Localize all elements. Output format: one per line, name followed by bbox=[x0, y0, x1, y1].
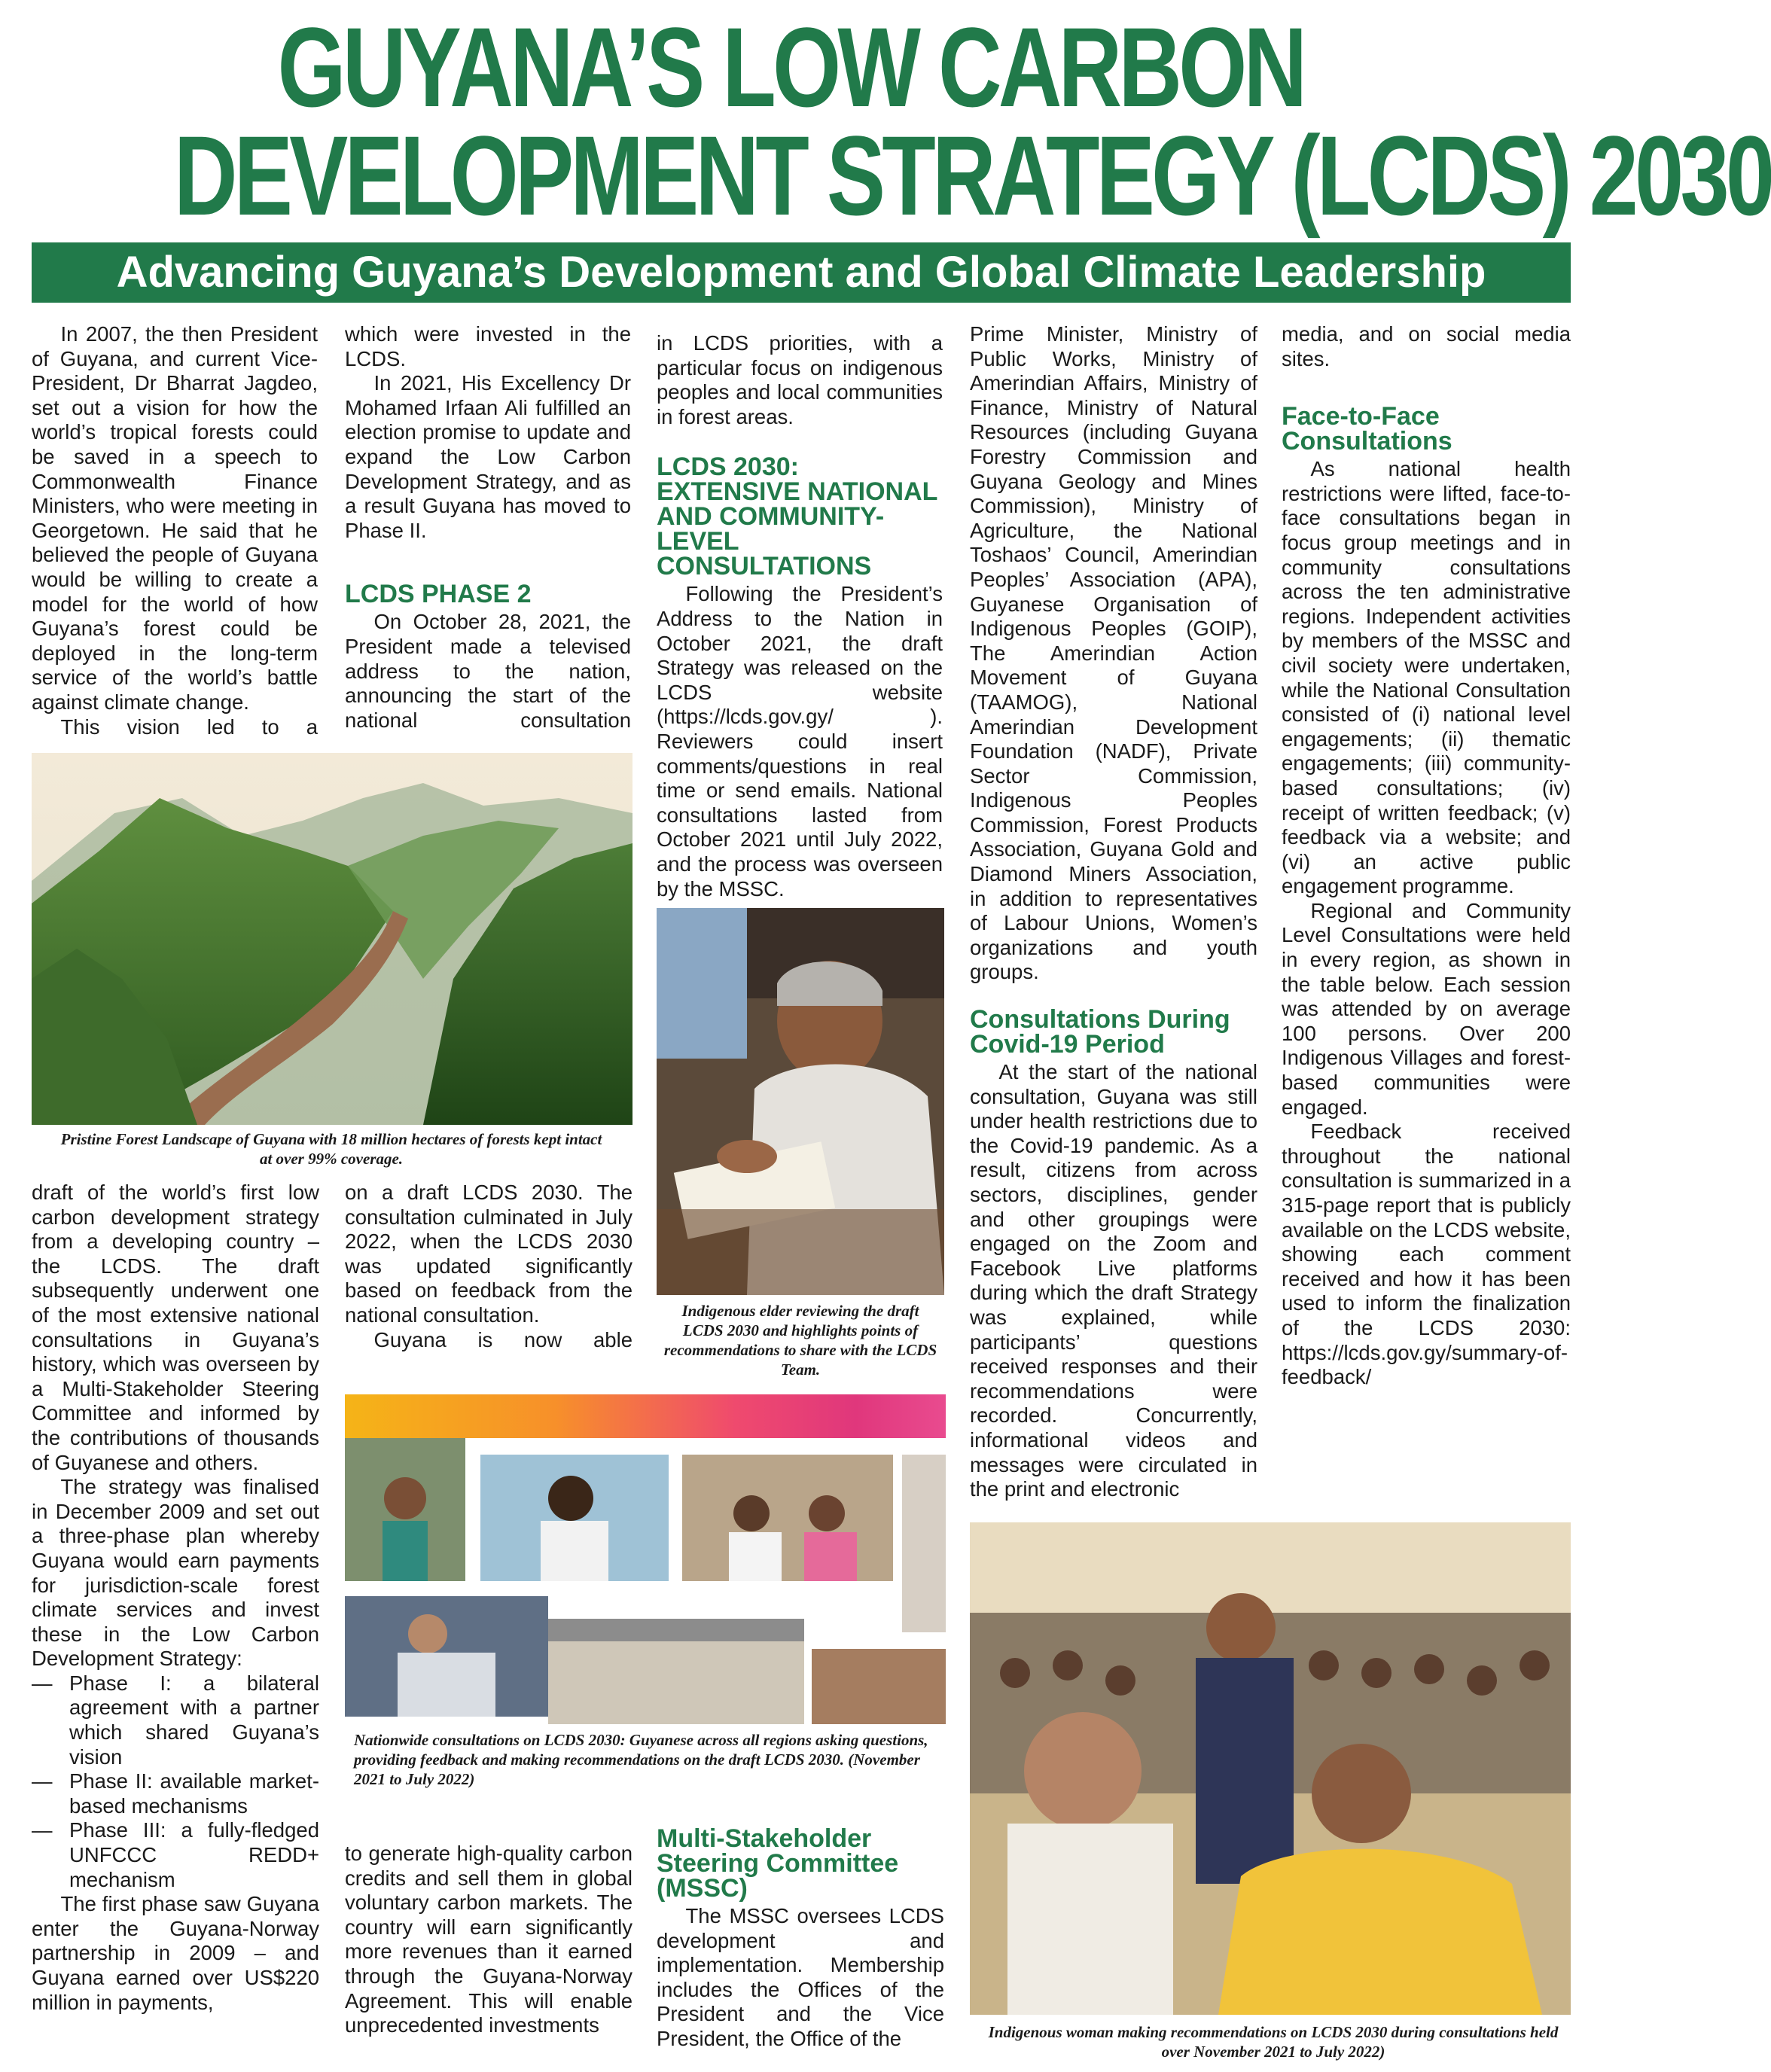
list-item: — Phase III: a fully-fledged UNFCCC REDD+ mechanism bbox=[32, 1818, 319, 1891]
headline-line-2: DEVELOPMENT STRATEGY (LCDS) 2030 bbox=[174, 112, 1771, 239]
forest-illustration bbox=[32, 753, 632, 1125]
column-2-bottom bbox=[345, 1842, 632, 2067]
phase-list bbox=[32, 1671, 319, 1892]
indigenous-woman-photo bbox=[970, 1522, 1571, 2015]
forest-landscape-photo bbox=[32, 753, 632, 1125]
paragraph: to generate high-quality carbon credits and sell them in global voluntary carbon markets. The country will earn significantly more revenues than it earned through the Guyana-Norway Agreement. This will enable unprecedented investments bbox=[345, 1842, 632, 2037]
decorative-gradient-bar bbox=[345, 1394, 946, 1438]
column-1-bottom bbox=[32, 1181, 319, 2065]
paragraph: in LCDS priorities, with a particular focus on indigenous peoples and local communities in forest areas. bbox=[657, 331, 943, 428]
paragraph: draft of the world’s first low carbon development strategy from a developing country – the LCDS. The draft subsequently underwent one of the most extensive national consultations in Guyana’s history, which was overseen by a Multi-Stakeholder Steering Committee and informed by the contributions of thousands of Guyanese and others. bbox=[32, 1181, 319, 1474]
paragraph: In 2007, the then President of Guyana, and current Vice-President, Dr Bharrat Jagdeo, set out a vision for how the world’s tropical forests could be saved in a speech to Commonwealth Finance Ministers, who were meeting in Georgetown. He said that he believed the people of Guyana would be willing to create a model for the world of how Guyana’s forest could be deployed in the long-term service of the world’s battle against climate change. bbox=[32, 322, 318, 714]
paragraph: media, and on social media sites. bbox=[1282, 322, 1571, 370]
paragraph: Regional and Community Level Consultations were held in every region, as shown in the table below. Each session was attended by on average 100 persons. Over 200 Indigenous Villages and forest-based communities were engaged. bbox=[1282, 898, 1571, 1119]
consultation-photo-collage bbox=[345, 1438, 946, 1724]
paragraph: The MSSC oversees LCDS development and implementation. Membership includes the Offices of the President and the Vice President, the Office of the bbox=[657, 1904, 944, 2050]
paragraph: At the start of the national consultation, Guyana was still under health restrictions due to the Covid-19 pandemic. As a result, citizens from across sectors, disciplines, gender and other groupings were engaged on the Zoom and Facebook Live platforms during which the draft Strategy was explained, while participants’ questions received responses and their recommendations were recorded. Concurrently, informational videos and messages were circulated in the print and electronic bbox=[970, 1060, 1257, 1501]
paragraph: On October 28, 2021, the President made a televised address to the nation, announcing the start of the national consultation bbox=[345, 610, 631, 732]
column-1-top bbox=[32, 322, 318, 744]
paragraph: Prime Minister, Ministry of Public Works, Ministry of Amerindian Affairs, Ministry of Finance, Ministry of Natural Resources (including Guyana Forestry Commission and Guyana Geology and Mines Commission), Ministry of Agriculture, the National Toshaos’ Council, Amerindian Peoples’ Association (APA), Guyanese Organisation of Indigenous Peoples (GOIP), The Amerindian Action Movement of Guyana (TAAMOG), National Amerindian Development Foundation (NADF), Private Sector Commission, Indigenous Peoples Commission, Forest Products Association, Guyana Gold and Diamond Miners Association, in addition to representatives of Labour Unions, Women’s organizations and youth groups. bbox=[970, 322, 1257, 984]
headline-line-1: GUYANA’S LOW CARBON bbox=[277, 4, 1304, 130]
nationwide-consultations-caption: Nationwide consultations on LCDS 2030: Guyanese across all regions asking questions, providing feedback and making recommendations on the draft LCDS 2030. (November 2021 to July 2022) bbox=[354, 1731, 928, 1788]
column-3-bottom bbox=[657, 1805, 944, 2069]
paragraph: In 2021, His Excellency Dr Mohamed Irfaan Ali fulfilled an election promise to update and expand the Low Carbon Development Strategy, and as a result Guyana has moved to Phase II. bbox=[345, 371, 631, 542]
paragraph: which were invested in the LCDS. bbox=[345, 322, 631, 370]
column-3-top bbox=[657, 331, 943, 900]
paragraph: Feedback received throughout the national consultation is summarized in a 315-page report that is publicly available on the LCDS website, showing each comment received and how it has been used to inform the finalization of the LCDS 2030: https://lcds.gov.gy/summary-of-feedback/ bbox=[1282, 1120, 1571, 1389]
column-5 bbox=[1282, 322, 1571, 1467]
elder-photo-caption: Indigenous elder reviewing the draft LCDS 2030 and highlights points of recommendations to share with the LCDS Team. bbox=[663, 1302, 937, 1379]
paragraph: Guyana is now able bbox=[373, 1327, 632, 1351]
list-item: — Phase II: available market-based mechanisms bbox=[32, 1769, 319, 1818]
woman-illustration bbox=[970, 1522, 1571, 2015]
elder-illustration bbox=[657, 908, 944, 1295]
paragraph: The strategy was finalised in December 2009 and set out a three-phase plan whereby Guyana would earn payments for jurisdiction-scale forest climate services and invest these in the Low Carbon Development Strategy: bbox=[32, 1475, 319, 1671]
list-item: — Phase I: a bilateral agreement with a partner which shared Guyana’s vision bbox=[32, 1671, 319, 1769]
column-4-top bbox=[970, 322, 1257, 1504]
paragraph: on a draft LCDS 2030. The consultation culminated in July 2022, when the LCDS 2030 was updated significantly based on feedback from the national consultation. bbox=[345, 1181, 632, 1327]
section-heading-extensive-consultations: LCDS 2030: EXTENSIVE NATIONAL AND COMMUNITY-LEVEL CONSULTATIONS bbox=[657, 452, 937, 581]
forest-photo-caption: Pristine Forest Landscape of Guyana with 18 million hectares of forests kept intact at over 99% coverage. bbox=[60, 1130, 602, 1168]
woman-photo-caption: Indigenous woman making recommendations on LCDS 2030 during consultations held over November 2021 to July 2022) bbox=[988, 2023, 1559, 2061]
collage-illustration bbox=[345, 1438, 946, 1724]
section-heading-mssc: Multi-Stakeholder Steering Committee (MSSC) bbox=[657, 1824, 899, 1903]
paragraph: Following the President’s Address to the Nation in October 2021, the draft Strategy was released on the LCDS website (https://lcds.gov.gy/ ). Reviewers could insert comments/questions in real time or send emails. National consultations lasted from October 2021 until July 2022, and the process was overseen by the MSSC. bbox=[657, 582, 943, 900]
section-heading-face-to-face: Face-to-Face Consultations bbox=[1282, 402, 1452, 456]
section-heading-covid: Consultations During Covid-19 Period bbox=[970, 1005, 1230, 1059]
indigenous-elder-photo bbox=[657, 908, 944, 1295]
paragraph: As national health restrictions were lifted, face-to-face consultations began in focus group meetings and in community consultations across the ten administrative regions. Independent activities by members of the MSSC and civil society were undertaken, while the National Consultation consisted of (i) national level engagements; (ii) thematic engagements; (iii) community-based consultations; (iv) receipt of written feedback; (v) feedback via a website; and (vi) an active public engagement programme. bbox=[1282, 457, 1571, 898]
subtitle-banner: Advancing Guyana’s Development and Global Climate Leadership bbox=[32, 242, 1571, 303]
column-2-middle bbox=[345, 1181, 632, 1384]
column-2-top bbox=[345, 322, 631, 744]
section-heading-phase-2: LCDS PHASE 2 bbox=[345, 580, 532, 609]
paragraph: The first phase saw Guyana enter the Guyana-Norway partnership in 2009 – and Guyana earned over US$220 million in payments, bbox=[32, 1892, 319, 2014]
paragraph: This vision led to a bbox=[60, 715, 318, 739]
